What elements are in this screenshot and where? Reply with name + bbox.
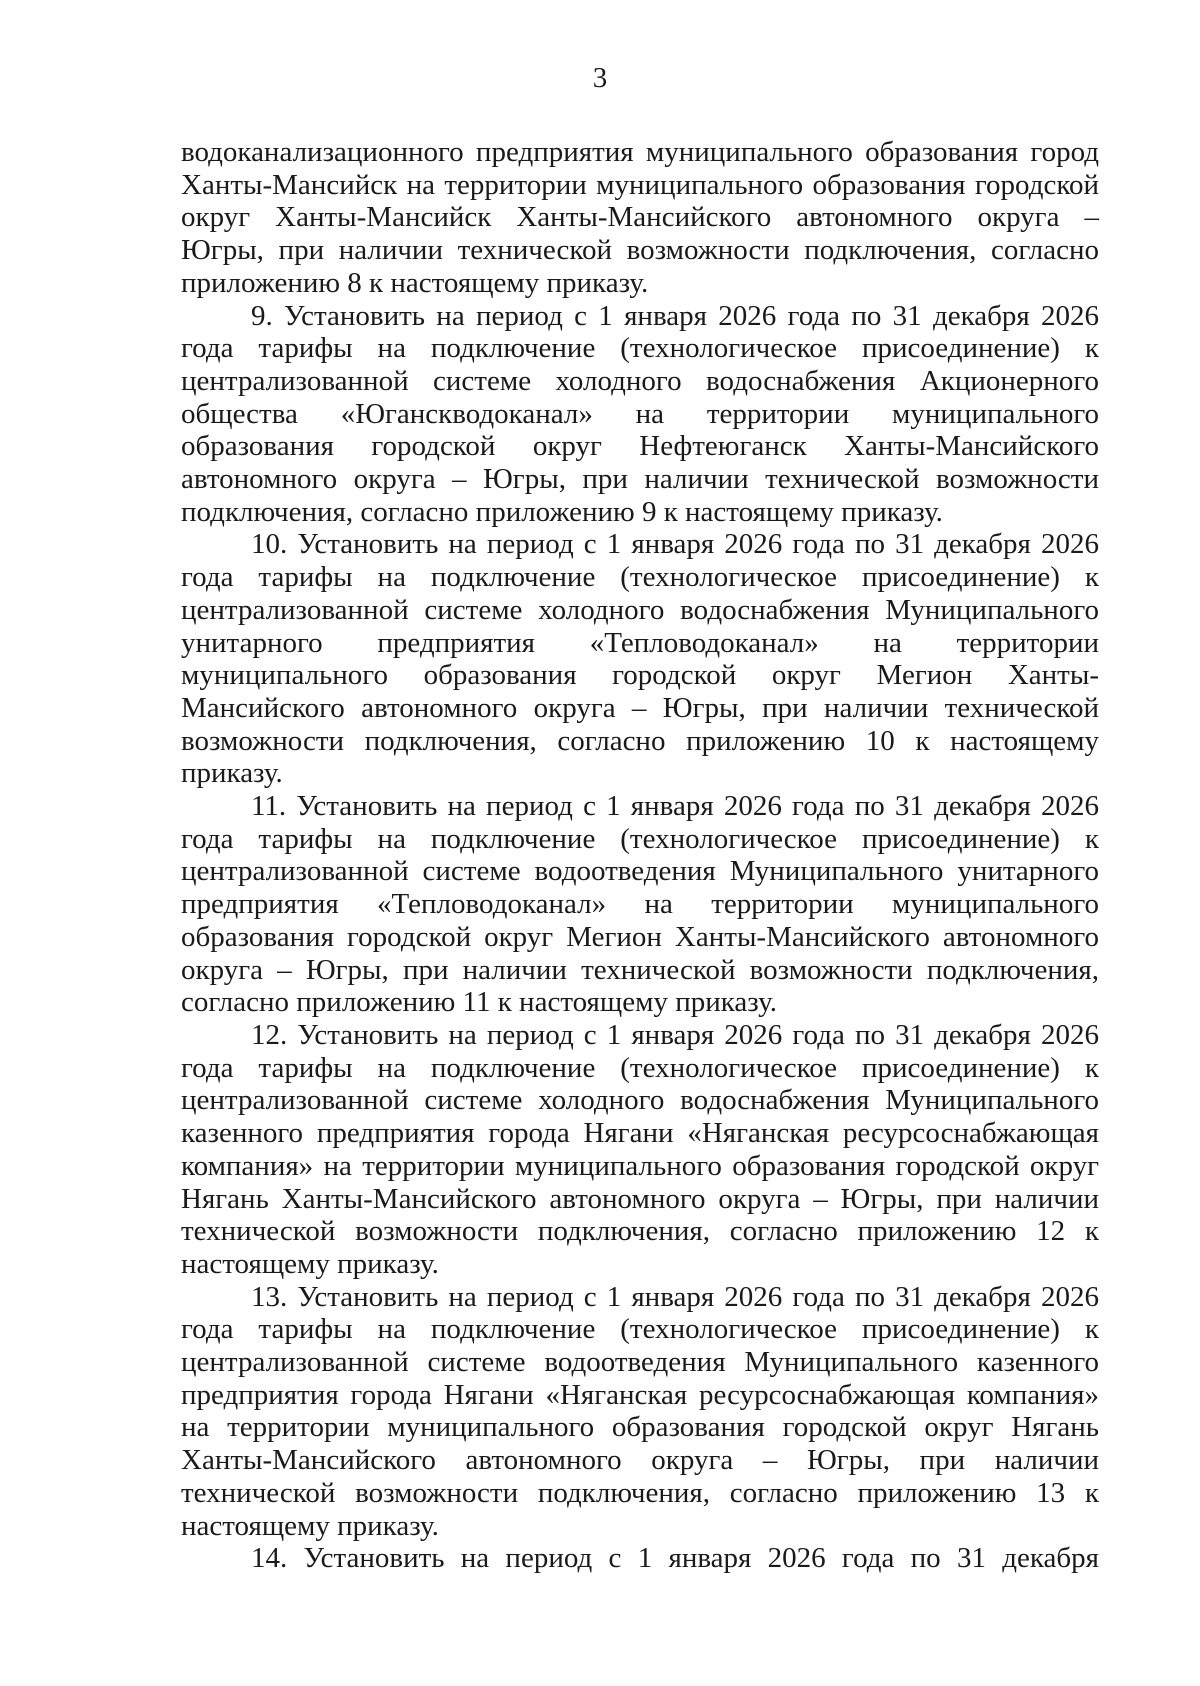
- paragraph-item-11: 11. Установить на период с 1 января 2026 года по 31 декабря 2026 года тарифы на подключение (технологическое присоединение) к централизованной системе водоотведения Муниципального унитарного предприятия «Тепловодоканал» на территории муниципального образования городской округ Мегион Ханты-Мансийского автономного округа – Югры, при наличии технической возможности подключения, согласно приложению 11 к настоящему приказу.: [181, 790, 1099, 1019]
- document-body: [181, 136, 1099, 1575]
- paragraph-continuation: водоканализационного предприятия муниципального образования город Ханты-Мансийск на территории муниципального образования городской округ Ханты-Мансийск Ханты-Мансийского автономного округа – Югры, при наличии технической возможности подключения, согласно приложению 8 к настоящему приказу.: [181, 136, 1099, 299]
- paragraph-item-10: 10. Установить на период с 1 января 2026 года по 31 декабря 2026 года тарифы на подключение (технологическое присоединение) к централизованной системе холодного водоснабжения Муниципального унитарного предприятия «Тепловодоканал» на территории муниципального образования городской округ Мегион Ханты-Мансийского автономного округа – Югры, при наличии технической возможности подключения, согласно приложению 10 к настоящему приказу.: [181, 528, 1099, 790]
- paragraph-item-14: 14. Установить на период с 1 января 2026 года по 31 декабря: [251, 1542, 1099, 1575]
- page-number: 3: [592, 62, 608, 94]
- paragraph-item-12: 12. Установить на период с 1 января 2026 года по 31 декабря 2026 года тарифы на подключение (технологическое присоединение) к централизованной системе холодного водоснабжения Муниципального казенного предприятия города Нягани «Няганская ресурсоснабжающая компания» на территории муниципального образования городской округ Нягань Ханты-Мансийского автономного округа – Югры, при наличии технической возможности подключения, согласно приложению 12 к настоящему приказу.: [181, 1018, 1099, 1280]
- paragraph-item-9: 9. Установить на период с 1 января 2026 года по 31 декабря 2026 года тарифы на подключение (технологическое присоединение) к централизованной системе холодного водоснабжения Акционерного общества «Юганскводоканал» на территории муниципального образования городской округ Нефтеюганск Ханты-Мансийского автономного округа – Югры, при наличии технической возможности подключения, согласно приложению 9 к настоящему приказу.: [181, 299, 1099, 528]
- paragraph-item-13: 13. Установить на период с 1 января 2026 года по 31 декабря 2026 года тарифы на подключение (технологическое присоединение) к централизованной системе водоотведения Муниципального казенного предприятия города Нягани «Няганская ресурсоснабжающая компания» на территории муниципального образования городской округ Нягань Ханты-Мансийского автономного округа – Югры, при наличии технической возможности подключения, согласно приложению 13 к настоящему приказу.: [181, 1280, 1099, 1542]
